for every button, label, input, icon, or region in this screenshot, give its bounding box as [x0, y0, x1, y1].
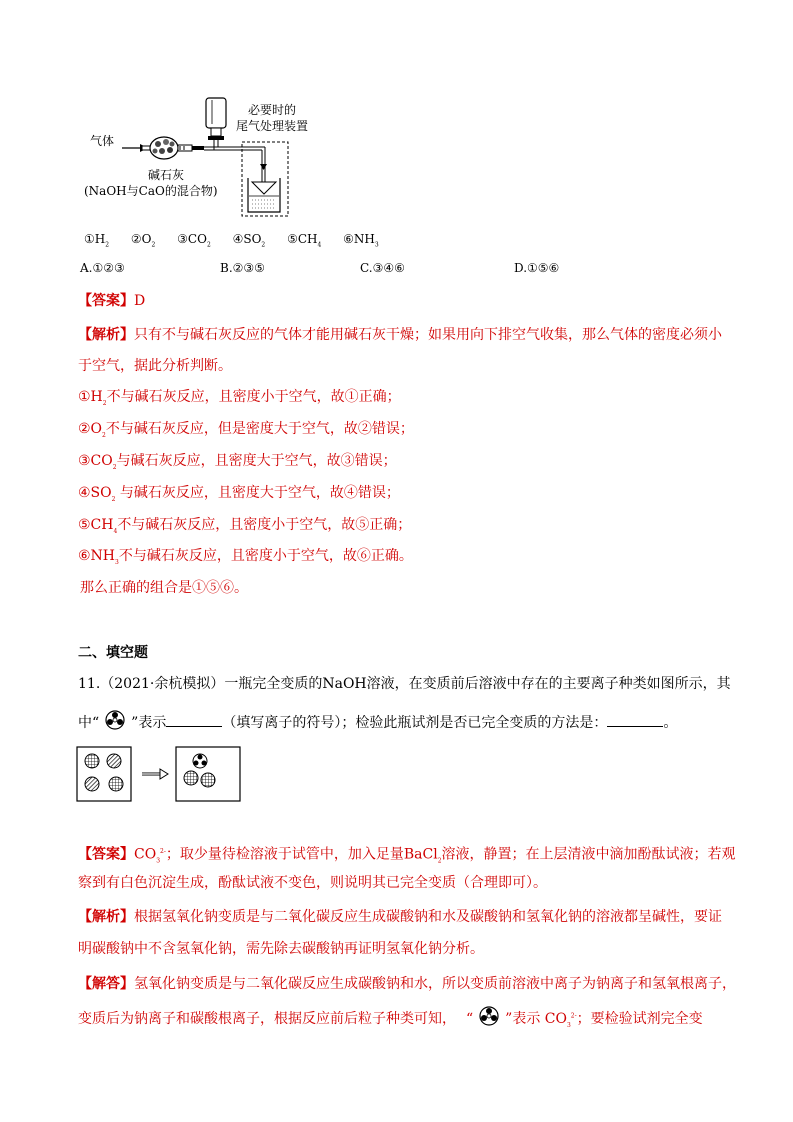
gas-options-row [84, 230, 379, 254]
choice-b: B.②③⑤ [220, 261, 265, 275]
carbonate-ion-icon [105, 710, 125, 736]
gas-option: $④SO_2$ [232, 232, 266, 249]
q11-solution-line2: 变质后为钠离子和碳酸根离子，根据反应前后粒子种类可知， “ ”表示 $CO_3^{2-}$；要检验试剂完全变 [78, 1006, 703, 1036]
choice-c: C.③④⑥ [360, 261, 405, 275]
absorbent-note: (NaOH与CaO的混合物) [84, 184, 218, 198]
q10-answer [78, 291, 145, 311]
q11-line2: 中“ ”表示 （填写离子的符号）；检验此瓶试剂是否已完全变质的方法是： 。 [78, 710, 677, 736]
tail-label-line2: 尾气处理装置 [236, 119, 309, 133]
q10-item: $②O_2$不与碱石灰反应，但是密度大于空气，故②错误； [78, 421, 414, 439]
answer-tag: 【答案】 [78, 293, 134, 309]
q10-item: $⑤CH_4$不与碱石灰反应，且密度小于空气，故⑤正确； [78, 517, 412, 535]
answer-value: D [134, 293, 146, 309]
gas-label: 气体 [90, 134, 115, 148]
choice-d: D.①⑤⑥ [514, 261, 560, 275]
blank-1 [166, 714, 222, 727]
tail-label-line1: 必要时的 [248, 103, 297, 117]
gas-option: $③CO_2$ [177, 232, 211, 249]
q10-analysis-line2: 于空气，据此分析判断。 [78, 358, 232, 374]
analysis-tag: 【解析】 [78, 327, 134, 343]
gas-option: $②O_2$ [130, 232, 156, 249]
q10-conclusion: 那么正确的组合是①⑤⑥。 [80, 580, 248, 596]
gas-option: $①H_2$ [84, 232, 110, 249]
gas-option: $⑥NH_3$ [343, 232, 379, 249]
blank-2 [607, 714, 663, 727]
q11-answer-line2: 察到有白色沉淀生成，酚酞试液不变色，则说明其已完全变质（合理即可）。 [78, 875, 547, 891]
q10-item: $⑥NH_3$不与碱石灰反应，且密度小于空气，故⑥正确。 [78, 548, 413, 566]
q11-answer-line1: 【答案】$CO_3^{2-}$；取少量待检溶液于试管中，加入足量BaCl$_2$溶液，静置；在上层清液中滴加酚酞试液；若观 [78, 846, 736, 865]
q11-line1: 11.（2021·余杭模拟）一瓶完全变质的NaOH溶液，在变质前后溶液中存在的主要离子种类如图所示，其 [78, 676, 731, 692]
gas-option: $⑤CH_4$ [287, 232, 322, 249]
solution-tag: 【解答】 [78, 976, 134, 992]
apparatus-figure [80, 92, 320, 222]
q11-analysis-line2: 明碳酸钠中不含氢氧化钠，需先除去碳酸钠再证明氢氧化钠分析。 [78, 941, 484, 957]
q10-item: $①H_2$不与碱石灰反应，且密度小于空气，故①正确； [78, 389, 401, 407]
answer-tag: 【答案】 [78, 846, 134, 863]
carbonate-ion-icon [479, 1006, 499, 1032]
choice-a: A.①②③ [80, 261, 125, 275]
q10-item: $④SO_2$ 与碱石灰反应，且密度大于空气，故④错误； [78, 485, 400, 503]
q11-analysis-line1: 【解析】根据氢氧化钠变质是与二氧化碳反应生成碳酸钠和水及碳酸钠和氢氧化钠的溶液都呈碱性，要证 [78, 909, 722, 925]
absorbent-label: 碱石灰 [148, 168, 185, 182]
analysis-tag: 【解析】 [78, 909, 134, 925]
q10-analysis-line1: 【解析】只有不与碱石灰反应的气体才能用碱石灰干燥；如果用向下排空气收集，那么气体的密度必须小 [78, 327, 722, 343]
q11-solution-line1: 【解答】氢氧化钠变质是与二氧化碳反应生成碳酸钠和水，所以变质前溶液中离子为钠离子和氢氧根离子， [78, 976, 736, 992]
ion-diagram [76, 746, 242, 802]
section-heading: 二、填空题 [78, 645, 148, 661]
q10-item: $③CO_2$与碱石灰反应，且密度大于空气，故③错误； [78, 453, 397, 471]
